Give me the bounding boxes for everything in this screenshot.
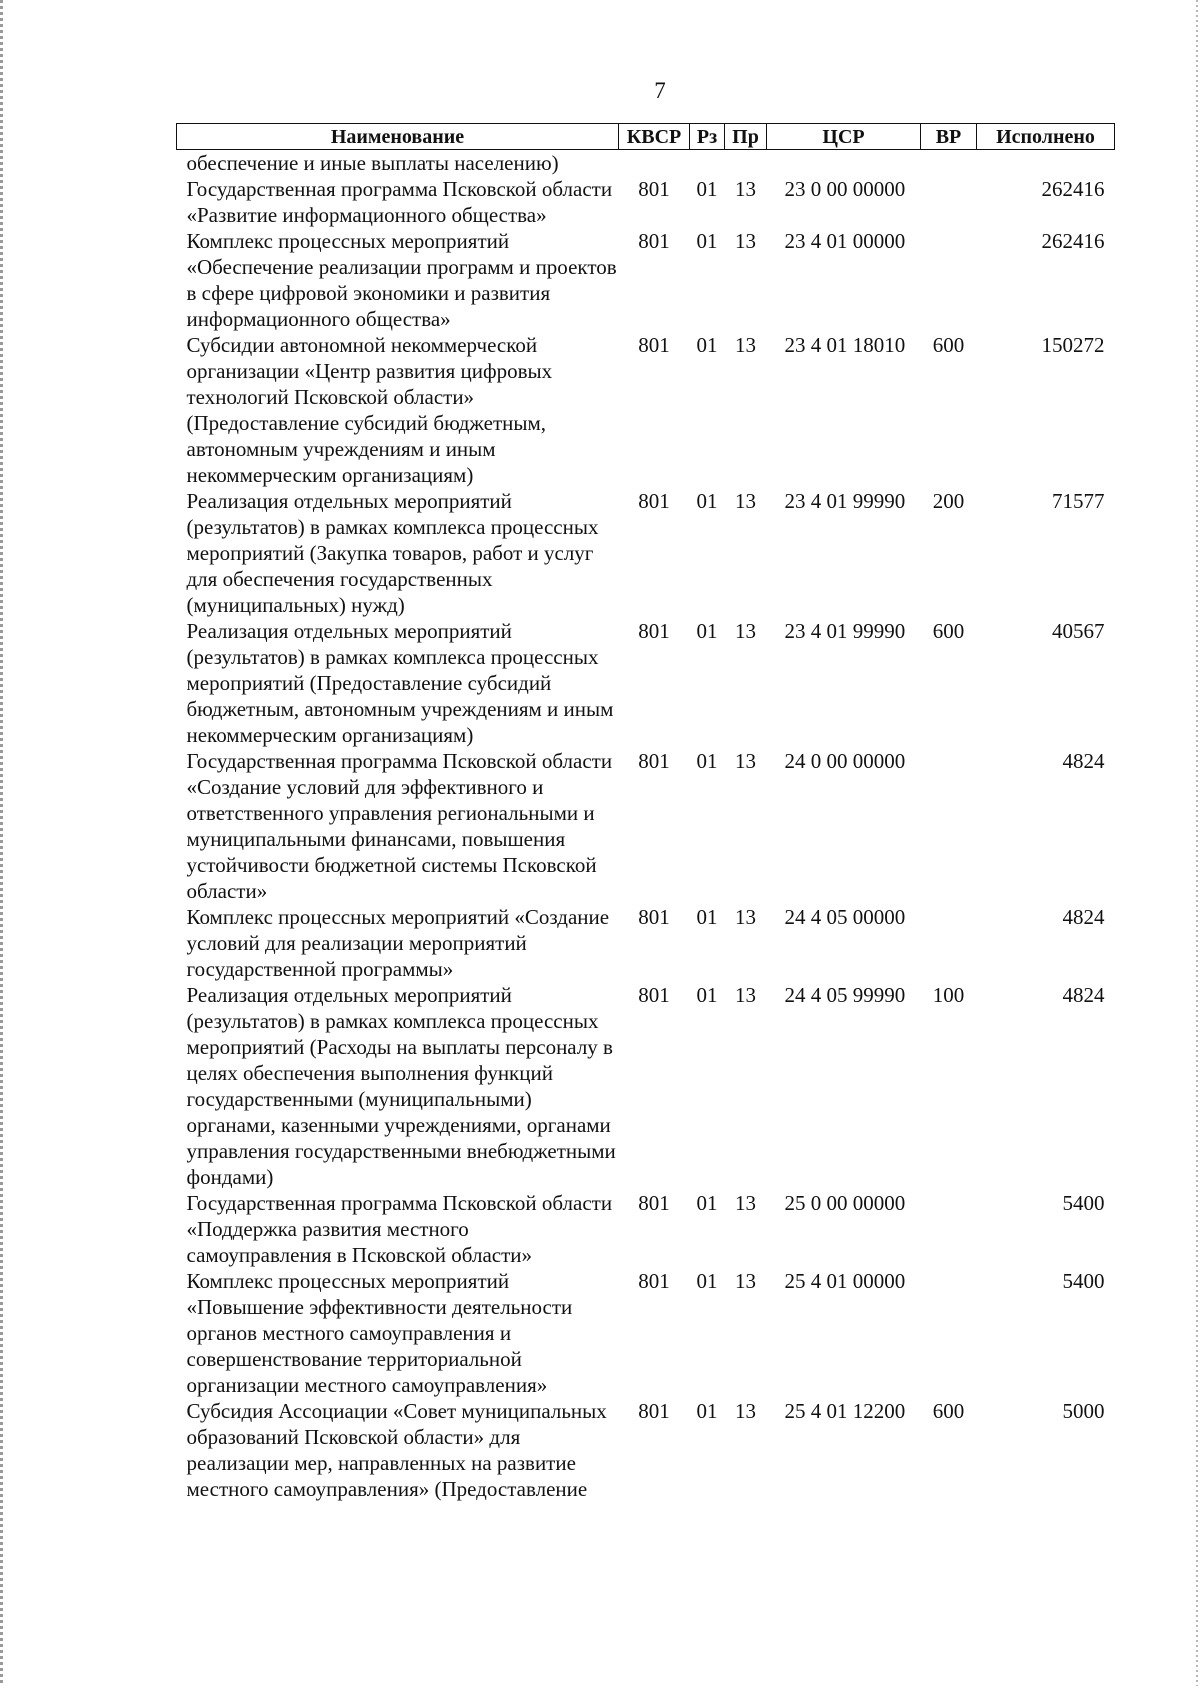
table-row	[177, 150, 1115, 177]
row-pr: 13	[735, 229, 756, 253]
row-rz: 01	[696, 983, 718, 1007]
row-vr	[921, 748, 977, 904]
table-row	[177, 1190, 1115, 1268]
row-amount: 40567	[1052, 619, 1105, 643]
row-name: обеспечение и иные выплаты населению)	[186, 151, 559, 175]
page-number: 7	[654, 78, 666, 103]
scan-edge-right	[1196, 0, 1198, 1686]
row-csr: 25 4 01 12200	[784, 1399, 906, 1423]
row-rz: 01	[696, 905, 718, 929]
row-pr: 13	[735, 619, 756, 643]
row-kvsr: 801	[638, 1191, 670, 1215]
table-header	[177, 124, 1115, 150]
row-vr: 600	[932, 619, 965, 643]
row-name: Комплекс процессных мероприятий «Обеспечение реализации программ и проектов в сфере цифровой экономики и развития информационного общества»	[186, 229, 617, 331]
row-name: Реализация отдельных мероприятий (результатов) в рамках комплекса процессных мероприятий (Предоставление субсидий бюджетным, автономным учреждениям и иным некоммерческим организациям)	[186, 619, 614, 747]
row-amount: 71577	[1052, 489, 1105, 513]
row-name: Комплекс процессных мероприятий «Создание условий для реализации мероприятий государственной программы»	[186, 905, 610, 981]
row-amount: 5400	[1062, 1191, 1105, 1215]
row-amount	[977, 150, 1115, 177]
table-body	[177, 150, 1115, 1503]
row-vr	[921, 1190, 977, 1268]
row-kvsr: 801	[638, 1269, 670, 1293]
row-pr: 13	[735, 1269, 756, 1293]
row-rz: 01	[696, 333, 718, 357]
table-row	[177, 228, 1115, 332]
row-pr: 13	[735, 177, 756, 201]
row-pr: 13	[735, 1191, 756, 1215]
row-amount: 4824	[1062, 749, 1105, 773]
row-name: Реализация отдельных мероприятий (результатов) в рамках комплекса процессных мероприятий (Расходы на выплаты персоналу в целях обеспечения выполнения функций государственными (муниципальными) органами, казенными учреждениями, органами управления государственными внебюджетными фондами)	[186, 983, 616, 1189]
row-pr: 13	[735, 333, 756, 357]
scan-edge-left	[0, 0, 3, 1686]
row-kvsr: 801	[638, 177, 670, 201]
row-pr: 13	[735, 1399, 756, 1423]
row-csr: 23 4 01 18010	[784, 333, 906, 357]
row-vr: 600	[932, 1399, 965, 1423]
row-csr: 23 0 00 00000	[784, 177, 906, 201]
row-amount: 262416	[1041, 177, 1105, 201]
row-amount: 262416	[1041, 229, 1105, 253]
header-csr: ЦСР	[767, 124, 921, 150]
row-vr	[921, 228, 977, 332]
table-row	[177, 748, 1115, 904]
table-row	[177, 1398, 1115, 1502]
row-rz: 01	[696, 489, 718, 513]
row-kvsr: 801	[638, 983, 670, 1007]
table-row	[177, 1268, 1115, 1398]
row-kvsr	[619, 150, 690, 177]
table-row	[177, 332, 1115, 488]
row-amount: 150272	[1041, 333, 1105, 357]
header-pr: Пр	[725, 124, 767, 150]
row-pr: 13	[735, 905, 756, 929]
row-pr	[725, 150, 767, 177]
row-name: Реализация отдельных мероприятий (результатов) в рамках комплекса процессных мероприятий (Закупка товаров, работ и услуг для обеспечения государственных (муниципальных) нужд)	[186, 489, 599, 617]
row-name: Субсидия Ассоциации «Совет муниципальных образований Псковской области» для реализации мер, направленных на развитие местного самоуправления» (Предоставление	[186, 1399, 607, 1501]
row-rz	[690, 150, 725, 177]
row-rz: 01	[696, 177, 718, 201]
row-csr: 23 4 01 00000	[784, 229, 906, 253]
row-pr: 13	[735, 749, 756, 773]
row-name: Субсидии автономной некоммерческой организации «Центр развития цифровых технологий Псковской области» (Предоставление субсидий бюджетным, автономным учреждениям и иным некоммерческим организациям)	[186, 333, 553, 487]
row-kvsr: 801	[638, 229, 670, 253]
row-vr	[921, 176, 977, 228]
row-vr: 100	[932, 983, 965, 1007]
row-vr: 600	[932, 333, 965, 357]
row-kvsr: 801	[638, 489, 670, 513]
row-rz: 01	[696, 749, 718, 773]
row-vr	[921, 904, 977, 982]
row-csr: 24 4 05 99990	[784, 983, 906, 1007]
row-csr: 24 0 00 00000	[784, 749, 906, 773]
row-rz: 01	[696, 1269, 718, 1293]
row-csr: 25 4 01 00000	[784, 1269, 906, 1293]
row-amount: 4824	[1062, 905, 1105, 929]
table-row	[177, 904, 1115, 982]
row-kvsr: 801	[638, 619, 670, 643]
table-row	[177, 618, 1115, 748]
header-rz: Рз	[690, 124, 725, 150]
row-vr	[921, 1268, 977, 1398]
row-amount: 5000	[1062, 1399, 1105, 1423]
row-name: Государственная программа Псковской области «Создание условий для эффективного и ответственного управления региональными и муниципальными финансами, повышения устойчивости бюджетной системы Псковской области»	[186, 749, 613, 903]
row-vr: 200	[932, 489, 965, 513]
row-kvsr: 801	[638, 333, 670, 357]
row-rz: 01	[696, 1191, 718, 1215]
header-name: Наименование	[177, 124, 619, 150]
row-vr	[921, 150, 977, 177]
row-rz: 01	[696, 229, 718, 253]
header-done: Исполнено	[977, 124, 1115, 150]
row-amount: 4824	[1062, 983, 1105, 1007]
row-csr: 23 4 01 99990	[784, 619, 906, 643]
budget-table	[176, 123, 1115, 1502]
header-vr: ВР	[921, 124, 977, 150]
row-kvsr: 801	[638, 749, 670, 773]
row-pr: 13	[735, 983, 756, 1007]
row-csr	[767, 150, 921, 177]
row-pr: 13	[735, 489, 756, 513]
table-row	[177, 176, 1115, 228]
row-name: Государственная программа Псковской области «Развитие информационного общества»	[186, 177, 613, 227]
row-amount: 5400	[1062, 1269, 1105, 1293]
row-name: Комплекс процессных мероприятий «Повышение эффективности деятельности органов местного самоуправления и совершенствование территориальной организации местного самоуправления»	[186, 1269, 573, 1397]
row-kvsr: 801	[638, 1399, 670, 1423]
row-csr: 23 4 01 99990	[784, 489, 906, 513]
header-kvsr: КВСР	[619, 124, 690, 150]
row-kvsr: 801	[638, 905, 670, 929]
row-rz: 01	[696, 1399, 718, 1423]
table-row	[177, 488, 1115, 618]
row-csr: 25 0 00 00000	[784, 1191, 906, 1215]
table-row	[177, 982, 1115, 1190]
row-csr: 24 4 05 00000	[784, 905, 906, 929]
row-rz: 01	[696, 619, 718, 643]
header-row	[177, 124, 1115, 150]
row-name: Государственная программа Псковской области «Поддержка развития местного самоуправления в Псковской области»	[186, 1191, 613, 1267]
